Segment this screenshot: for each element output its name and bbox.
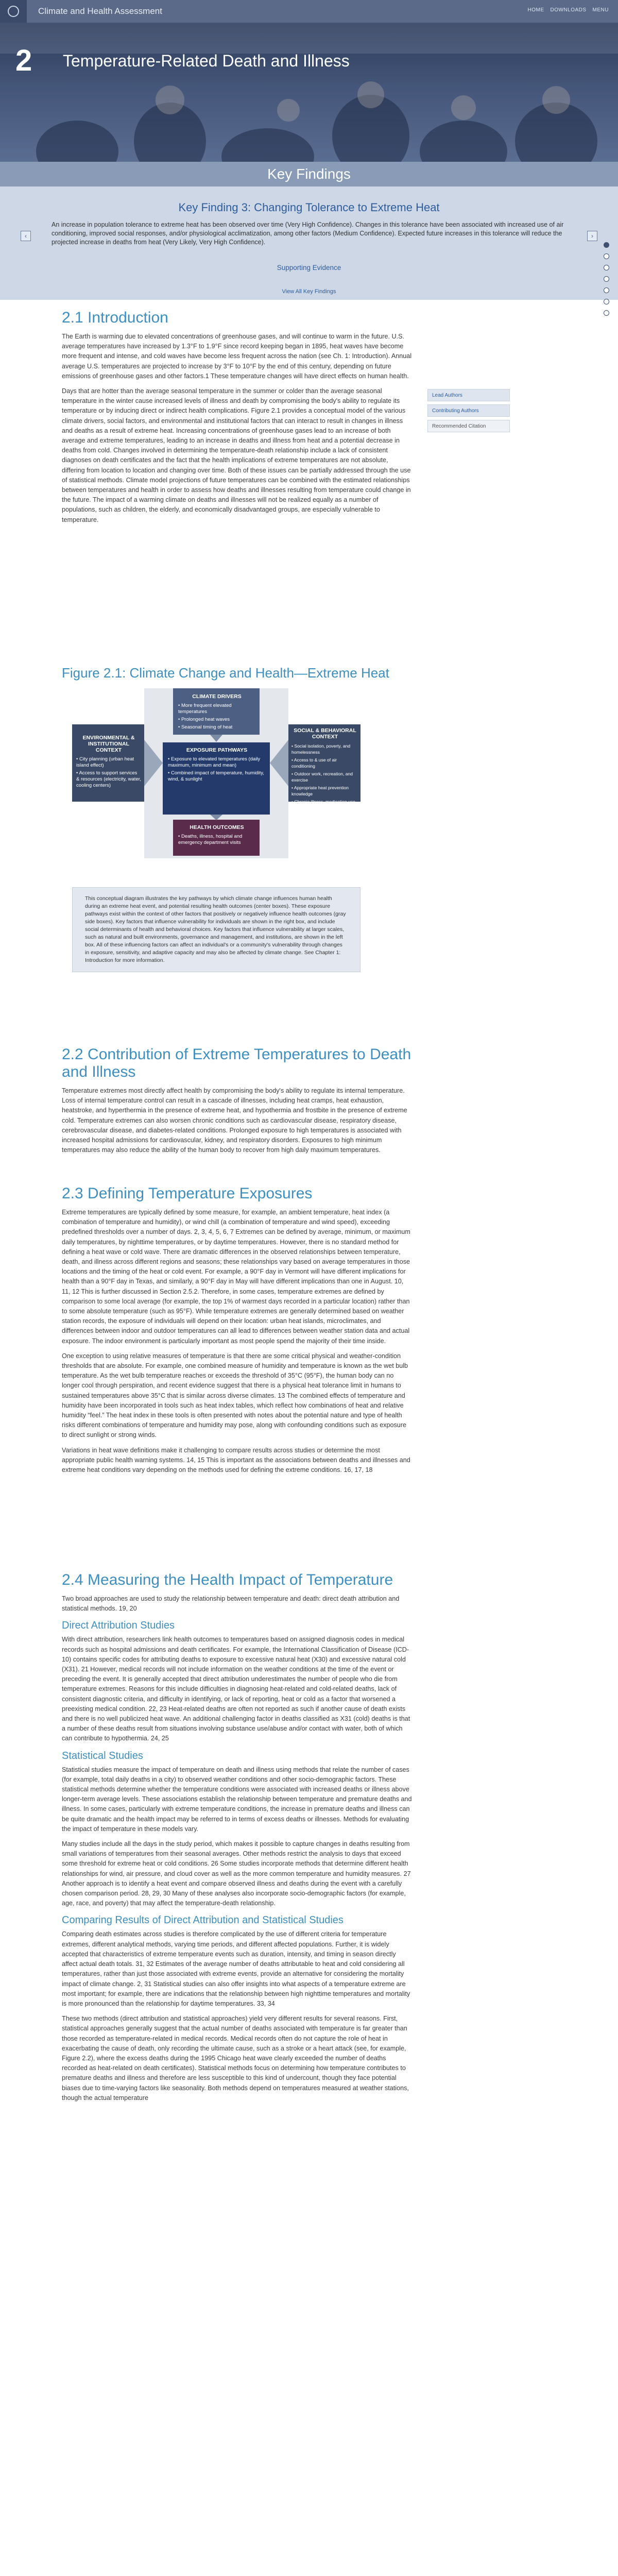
view-all-findings-link[interactable]: View All Key Findings bbox=[282, 289, 336, 295]
lead-authors-toggle[interactable]: Lead Authors bbox=[427, 389, 510, 401]
outcome-item: • Deaths, illness, hospital and emergency department visits bbox=[178, 834, 243, 845]
env-item: • City planning (urban heat island effect) bbox=[76, 756, 134, 768]
recommended-citation-toggle[interactable]: Recommended Citation bbox=[427, 420, 510, 432]
nav-dot[interactable] bbox=[604, 276, 609, 282]
author-sidebar bbox=[427, 389, 510, 435]
paragraph: With direct attribution, researchers link health outcomes to temperatures based on assigned diagnosis codes in medical records such as hospital admissions and death certificates. For example, the International Classification of Disease (ICD-10) contains specific codes for attributing deaths to exposure to excessive natural heat (X30) and excessive natural cold (X31). 21 However, medical records will not include information on the weather conditions at the time of the event or preceding the event. It is generally accepted that direct attribution underestimates the number of people who die from temperature extremes. Reasons for this include difficulties in diagnosing heat-related and cold-related deaths, lack of consistent diagnostic criteria, and difficulty in identifying, or lack of reporting, heat or cold as a factor that worsened a preexisting medical condition. 22, 23 Heat-related deaths are often not reported as such if another cause of death exists and there is no well publicized heat wave. An additional challenging factor in deaths classified as X31 (cold) deaths is that a number of these deaths result from situations involving substance use/abuse and/or contact with water, both of which can contribute to hypothermia. 24, 25 bbox=[62, 1636, 410, 1742]
key-findings-heading: Key Findings bbox=[267, 166, 351, 182]
social-item: • Appropriate heat prevention knowledge bbox=[291, 785, 349, 796]
paragraph: Extreme temperatures are typically defined by some measure, for example, an ambient temperature, heat index (a combination of temperature and humidity), or wind chill (a combination of temperature and wind speed), exceeding predefined thresholds over a number of days. 2, 3, 4, 5, 6, 7 Extremes can be defined by average, minimum, or maximum daily temperatures, by nighttime temperatures, or by daytime temperatures. However, there is no standard method for defining a heat wave or cold wave. There are dramatic differences in the observed relationships between temperature, death, and illness across different regions and seasons; these relationships vary based on average temperatures in those locations and the timing of the heat or cold event. For example, a 90°F day in Vermont will have different implications for health than a 90°F day in Texas, and similarly, a 90°F day in May will have different implications than one in August. 10, 11, 12 This is further discussed in Section 2.5.2. Therefore, in some cases, temperature extremes are defined by comparison to some local average (for example, the top 1% of warmest days recorded in a particular location) rather than to some absolute temperature (such as 95°F). While temperature extremes are generally determined based on weather station records, the exposure of individuals will depend on their location: urban heat islands, microclimates, and differences between indoor and outdoor temperatures can all lead to differences between weather station data and actual exposure. The indoor environment is particularly important as most people spend the majority of their time inside. bbox=[62, 1209, 410, 1345]
paragraph: These two methods (direct attribution and statistical approaches) yield very different results for several reasons. First, statistical approaches generally suggest that the actual number of deaths associated with temperature is far greater than those recorded as temperature-related in medical records. Medical records often do not capture the role of heat in exacerbating the cause of death, only recording the ultimate cause, such as a stroke or a heart attack (see, for example, Figure 2.2), where the excess deaths during the 1995 Chicago heat wave clearly exceeded the number of deaths recorded as heat-related on death certificates). Statistical methods focus on determining how temperature contributes to premature deaths and illness and therefore are less susceptible to this kind of undercount, though they face potential biases due to time-varying factors like seasonality. Both methods depend on temperatures measured at weather stations, though the actual temperature bbox=[62, 2015, 409, 2102]
contributing-authors-toggle[interactable]: Contributing Authors bbox=[427, 404, 510, 417]
social-context-box bbox=[291, 727, 358, 819]
figure-caption: This conceptual diagram illustrates the key pathways by which climate change influences human health during an extreme heat event, and potential resulting health outcomes (center boxes). These exposure pathways exist within the context of other factors that positively or negatively influence health outcomes (gray side boxes). Key factors that influence vulnerability for individuals are shown in the right box, and include social determinants of health and behavioral choices. Key factors that influence vulnerability at larger scales, such as natural and built environments, governance and management, and institutions, are shown in the left box. All of these influencing factors can affect an individual's or a community's vulnerability through changes in exposure, sensitivity, and adaptive capacity and may also be affected by climate change. See Chapter 1: Introduction for more information. bbox=[72, 887, 360, 972]
subsection-heading: Statistical Studies bbox=[62, 1750, 143, 1761]
paragraph: Many studies include all the days in the study period, which makes it possible to capture changes in deaths resulting from small variations of temperatures from their seasonal averages. Other methods restrict the analysis to days that exceed some threshold for extreme heat or cold conditions. 26 Some studies incorporate methods that determine different health relationships for wind, air pressure, and cloud cover as well as the more common temperature and humidity measures. 27 Another approach is to identify a heat event and compare observed illness and deaths during the event with a carefully chosen comparison period. 28, 29, 30 Many of these analyses also incorporate socio-demographic factors (for example, age, race, and poverty) that may affect the temperature-death relationship. bbox=[62, 1840, 411, 1907]
paragraph: The Earth is warming due to elevated concentrations of greenhouse gases, and will continue to warm in the future. U.S. average temperatures have increased by 1.3°F to 1.9°F since record keeping began in 1895, heat waves have become more frequent and intense, and cold waves have become less frequent across the nation (see Ch. 1: Introduction). Annual average U.S. temperatures are projected to increase by 3°F to 10°F by the end of this century, depending on future emissions of greenhouse gases and other factors.1 These temperature changes will have direct effects on human health. bbox=[62, 333, 412, 380]
exposure-item: • Combined impact of temperature, humidity, wind, & sunlight bbox=[168, 770, 264, 782]
paragraph: Temperature extremes most directly affect health by compromising the body's ability to regulate its internal temperature. Loss of internal temperature control can result in a cascade of illnesses, including heat cramps, heat exhaustion, heatstroke, and hyperthermia in the presence of extreme heat, and hypothermia and frostbite in the presence of extreme cold. Temperature extremes can also worsen chronic conditions such as cardiovascular disease, respiratory disease, cerebrovascular disease, and diabetes-related conditions. Prolonged exposure to high temperatures is associated with increased hospital admissions for cardiovascular, kidney, and respiratory disorders. Exposures to high minimum temperatures may also reduce the ability of the human body to recover from high daily maximum temperatures. bbox=[62, 1087, 407, 1154]
paragraph: One exception to using relative measures of temperature is that there are some critical physical and weather-condition thresholds that are absolute. For example, one combined measure of humidity and temperature is known as the wet bulb temperature. As the wet bulb temperature reaches or exceeds the threshold of 35°C (95°F), the human body can no longer cool through perspiration, and recent evidence suggest that there is a physical heat tolerance limit in humans to sustained temperatures above 35°C that is similar across diverse climates. 13 The combined effects of temperature and humidity have been incorporated in tools such as heat index tables, which reflect how combinations of heat and relative humidity “feel.” The heat index in these tools is often presented with notes about the potential nature and type of health risks different combinations of temperature and humidity may pose, along with confounding conditions such as exposure to direct sunlight or strong winds. bbox=[62, 1352, 408, 1439]
hero-banner bbox=[0, 23, 618, 162]
downloads-link[interactable]: DOWNLOADS bbox=[550, 7, 587, 13]
menu-link[interactable]: MENU bbox=[592, 7, 609, 13]
paragraph: Variations in heat wave definitions make it challenging to compare results across studies or determine the most appropriate public health warning systems. 14, 15 This is important as the associations between deaths and illnesses and extreme heat conditions vary depending on the methods used for defining the extreme conditions. 16, 17, 18 bbox=[62, 1446, 410, 1474]
nav-dot[interactable] bbox=[604, 310, 609, 316]
home-link[interactable]: HOME bbox=[527, 7, 544, 13]
key-findings-header bbox=[0, 162, 618, 187]
logo[interactable] bbox=[0, 0, 27, 23]
section-2-4 bbox=[62, 1571, 412, 2108]
exposure-pathways-title: EXPOSURE PATHWAYS bbox=[186, 747, 248, 753]
health-outcomes-title: HEALTH OUTCOMES bbox=[190, 824, 244, 831]
site-title[interactable]: Climate and Health Assessment bbox=[38, 6, 162, 16]
social-item: • Access to & use of air conditioning bbox=[291, 757, 337, 769]
key-findings-panel bbox=[0, 187, 618, 300]
health-outcomes-box bbox=[178, 824, 255, 848]
section-heading: 2.3 Defining Temperature Exposures bbox=[62, 1185, 313, 1202]
top-bar bbox=[0, 0, 618, 23]
supporting-evidence-link[interactable]: Supporting Evidence bbox=[277, 264, 341, 272]
climate-drivers-title: CLIMATE DRIVERS bbox=[192, 693, 242, 700]
hero-overlay bbox=[0, 23, 618, 162]
nav-dot[interactable] bbox=[604, 242, 609, 248]
section-2-2 bbox=[62, 1046, 412, 1160]
key-finding-text: An increase in population tolerance to extreme heat has been observed over time (Very High Confidence). Changes in this tolerance have been associated with increased use of air conditioning, improved social responses, and/or physiological acclimatization, among other factors (Medium Confidence). Expected future increases in this tolerance will reduce the projected increase in deaths from heat (Very Likely, Very High Confidence). bbox=[52, 221, 564, 246]
env-item: • Access to support services & resources (electricity, water, cooling centers) bbox=[76, 770, 142, 788]
environmental-context-box bbox=[76, 735, 141, 790]
social-item: • Outdoor work, recreation, and exercise bbox=[291, 771, 353, 783]
prev-finding-button[interactable]: ‹ bbox=[21, 231, 31, 241]
section-heading: 2.4 Measuring the Health Impact of Temperature bbox=[62, 1571, 393, 1588]
nav-dot[interactable] bbox=[604, 287, 609, 293]
nav-dot[interactable] bbox=[604, 253, 609, 259]
driver-item: • Seasonal timing of heat bbox=[178, 724, 233, 730]
subsection-heading: Direct Attribution Studies bbox=[62, 1620, 175, 1632]
paragraph: Two broad approaches are used to study the relationship between temperature and death: direct death attribution and statistical methods. 19, 20 bbox=[62, 1595, 400, 1613]
chapter-title: Temperature-Related Death and Illness bbox=[63, 52, 350, 70]
figure-2-1 bbox=[62, 665, 412, 963]
section-heading: 2.2 Contribution of Extreme Temperatures to Death and Illness bbox=[62, 1046, 411, 1080]
exposure-pathways-box bbox=[168, 747, 266, 784]
next-finding-button[interactable]: › bbox=[587, 231, 597, 241]
section-2-3 bbox=[62, 1185, 412, 1480]
exposure-item: • Exposure to elevated temperatures (daily maximum, minimum and mean) bbox=[168, 756, 261, 768]
social-item: • Social isolation, poverty, and homelessness bbox=[291, 743, 351, 755]
chapter-number: 2 bbox=[15, 44, 32, 77]
social-item: • Chronic illness, medication use, or personal, physical, & cognitive constraints bbox=[291, 799, 357, 817]
subsection-heading: Comparing Results of Direct Attribution and Statistical Studies bbox=[62, 1914, 344, 1926]
nav-dot[interactable] bbox=[604, 299, 609, 304]
climate-drivers-box bbox=[178, 693, 255, 732]
key-finding-title: Key Finding 3: Changing Tolerance to Extreme Heat bbox=[178, 201, 440, 214]
paragraph: Comparing death estimates across studies is therefore complicated by the use of different criteria for temperature extremes, different analytical methods, varying time periods, and different affected populations. Further, it is widely accepted that characteristics of extreme temperature events such as duration, intensity, and timing in season directly affect actual death totals. 31, 32 Estimates of the average number of deaths attributable to heat and cold considering all temperatures, rather than just those associated with extreme events, provide an alternative for considering the mortality impact of climate change. 2, 31 Statistical studies can also offer insights into what aspects of a temperature extreme are most important; for example, there are indications that the relationship between high nighttime temperatures and mortality is more pronounced than the relationship for daytime temperatures. 33, 34 bbox=[62, 1930, 410, 2007]
globe-icon bbox=[8, 6, 19, 17]
driver-item: • More frequent elevated temperatures bbox=[178, 703, 232, 715]
section-dot-nav bbox=[604, 242, 614, 321]
section-intro bbox=[62, 309, 412, 530]
section-heading: 2.1 Introduction bbox=[62, 309, 168, 326]
figure-title: Figure 2.1: Climate Change and Health—Extreme Heat bbox=[62, 665, 389, 681]
social-context-title: SOCIAL & BEHAVIORAL CONTEXT bbox=[294, 727, 356, 740]
top-links bbox=[527, 7, 609, 13]
driver-item: • Prolonged heat waves bbox=[178, 717, 230, 722]
paragraph: Days that are hotter than the average seasonal temperature in the summer or colder than the average seasonal temperature in the winter cause increased levels of illness and death by compromising the body's ability to regulate its temperature or by inducing direct or indirect health complications. Figure 2.1 provides a conceptual model of the various climate drivers, social factors, and environmental and institutional factors that can interact to result in changes in illness and deaths as a result of extreme heat. Increasing concentrations of greenhouse gases lead to an increase of both average and extreme temperatures, leading to an increase in deaths and illness from heat and a potential decrease in deaths from cold. Changes involved in determining the temperature-death relationship include a lack of consistent diagnoses on death certificates and the fact that the health implications of extreme temperatures are not absolute, differing from location to location and changing over time. Both of these issues can be partially addressed through the use of statistical methods. Climate model projections of future temperatures can be combined with the estimated relationships between temperatures and health in order to assess how deaths and illnesses resulting from temperature could change in the future. The impact of a warming climate on deaths and illnesses will not be realized equally as a number of populations, such as children, the elderly, and economically disadvantaged groups, are especially vulnerable to temperature. bbox=[62, 387, 411, 523]
paragraph: Statistical studies measure the impact of temperature on death and illness using methods that relate the number of cases (for example, total daily deaths in a city) to observed weather conditions and other socio-demographic factors. These statistical methods determine whether the temperature conditions were associated with increased deaths or illness above longer-term average levels. These associations establish the relationship between temperature and premature deaths and illness. In some cases, particularly with extreme temperature conditions, the increase in premature deaths and illness can be quite dramatic and the health impact may be referred to in terms of excess deaths or illnesses. Methods for evaluating the impact of temperature in these models vary. bbox=[62, 1766, 412, 1833]
nav-dot[interactable] bbox=[604, 265, 609, 270]
figure-diagram bbox=[72, 688, 360, 858]
environmental-context-title: ENVIRONMENTAL & INSTITUTIONAL CONTEXT bbox=[82, 735, 135, 753]
